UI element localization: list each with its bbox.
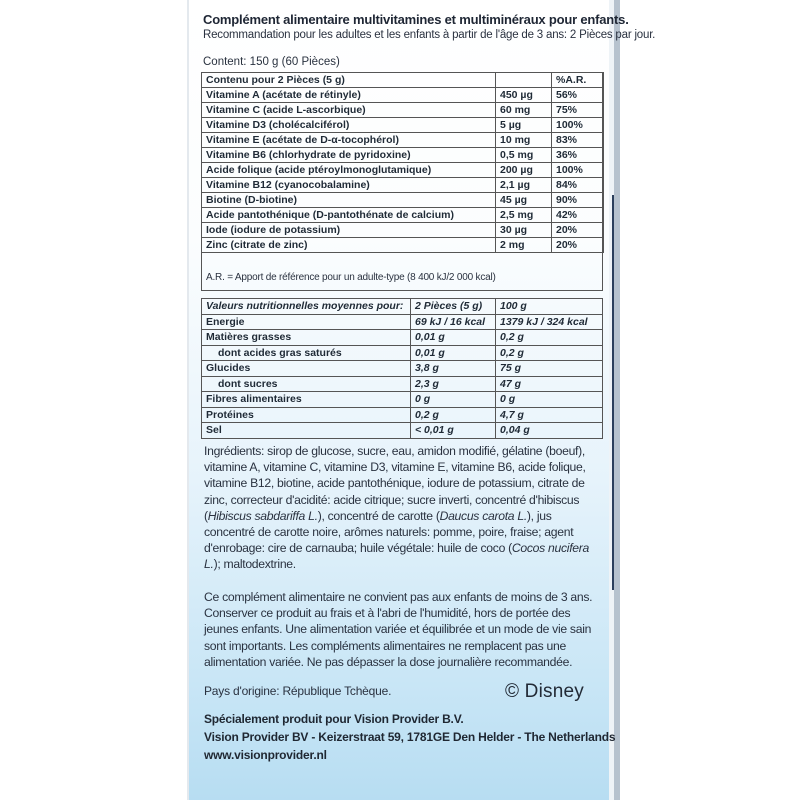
vitamin-amount: 200 µg	[496, 163, 552, 178]
nutrient-per100: 1379 kJ / 324 kcal	[496, 314, 603, 330]
nutrient-per100: 0,04 g	[496, 423, 603, 439]
nutrient-name: Fibres alimentaires	[202, 392, 411, 408]
table-row	[202, 314, 603, 330]
vitamin-name: Acide pantothénique (D-pantothénate de calcium)	[202, 208, 496, 223]
nutrient-per100: 0,2 g	[496, 345, 603, 361]
nutrient-name: Sel	[202, 423, 411, 439]
vitamin-name: Vitamine D3 (cholécalciférol)	[202, 118, 496, 133]
disney-copyright: © Disney	[505, 681, 584, 702]
ingredients-text-3: ), jus concentré de carotte noire, arômes naturels: pomme, poire, fraise; agent d'enrobage: cire de carnauba; huile végétale: huile de coco (	[204, 508, 574, 556]
vitamin-percent: 90%	[552, 193, 604, 208]
vitamin-percent: 75%	[552, 103, 604, 118]
table-row	[202, 330, 603, 346]
vitamin-percent: 36%	[552, 148, 604, 163]
coconut-latin-name: Cocos nucifera L.	[204, 541, 589, 572]
vitamin-name: Zinc (citrate de zinc)	[202, 238, 496, 253]
country-of-origin: Pays d'origine: République Tchèque.	[204, 684, 392, 698]
nutrition-header-per100: 100 g	[496, 299, 603, 315]
vitamin-header-label: Contenu pour 2 Pièces (5 g)	[202, 73, 496, 88]
nutrient-name: Energie	[202, 314, 411, 330]
nutrient-name: Glucides	[202, 361, 411, 377]
vitamin-amount: 2,5 mg	[496, 208, 552, 223]
vitamin-name: Vitamine A (acétate de rétinyle)	[202, 88, 496, 103]
vitamin-amount: 45 µg	[496, 193, 552, 208]
manufacturer-address: Vision Provider BV - Keizerstraat 59, 1781GE Den Helder - The Netherlands	[204, 730, 616, 744]
table-row	[202, 133, 604, 148]
table-row	[202, 103, 604, 118]
nutrient-per100: 0 g	[496, 392, 603, 408]
package-right-edge	[614, 0, 620, 800]
nutrient-name: Matières grasses	[202, 330, 411, 346]
table-row	[202, 423, 603, 439]
vitamin-amount: 60 mg	[496, 103, 552, 118]
table-row	[202, 88, 604, 103]
vitamin-name: Vitamine C (acide L-ascorbique)	[202, 103, 496, 118]
nutrient-serving: < 0,01 g	[411, 423, 496, 439]
product-title: Complément alimentaire multivitamines et multiminéraux pour enfants.	[203, 12, 629, 27]
vitamin-name: Vitamine B12 (cyanocobalamine)	[202, 178, 496, 193]
vitamin-percent: 20%	[552, 238, 604, 253]
nutrient-name: dont acides gras saturés	[202, 345, 411, 361]
vitamin-table-header	[202, 73, 604, 88]
nutrient-per100: 47 g	[496, 376, 603, 392]
panel-left-edge	[187, 0, 189, 800]
table-row	[202, 118, 604, 133]
vitamin-percent: 100%	[552, 163, 604, 178]
vitamin-name: Vitamine E (acétate de D-α-tocophérol)	[202, 133, 496, 148]
nutrition-table-header	[202, 299, 603, 315]
nutrition-header-serving: 2 Pièces (5 g)	[411, 299, 496, 315]
vitamin-name: Iode (iodure de potassium)	[202, 223, 496, 238]
vitamin-amount: 2 mg	[496, 238, 552, 253]
table-row	[202, 407, 603, 423]
vitamin-amount: 10 mg	[496, 133, 552, 148]
nutrient-serving: 0,01 g	[411, 330, 496, 346]
table-row	[202, 238, 604, 253]
nutrient-per100: 75 g	[496, 361, 603, 377]
table-row	[202, 208, 604, 223]
net-contents: Content: 150 g (60 Pièces)	[203, 56, 340, 68]
table-row	[202, 148, 604, 163]
nutrient-per100: 4,7 g	[496, 407, 603, 423]
table-row	[202, 345, 603, 361]
nutrition-header-label: Valeurs nutritionnelles moyennes pour:	[202, 299, 411, 315]
manufacturer-website: www.visionprovider.nl	[204, 748, 327, 762]
nutrient-serving: 2,3 g	[411, 376, 496, 392]
table-row	[202, 376, 603, 392]
nutrient-serving: 69 kJ / 16 kcal	[411, 314, 496, 330]
carrot-latin-name: Daucus carota L.	[439, 508, 527, 523]
manufacturer-line: Spécialement produit pour Vision Provider B.V.	[204, 712, 464, 726]
vitamin-amount: 5 µg	[496, 118, 552, 133]
vitamin-name: Vitamine B6 (chlorhydrate de pyridoxine)	[202, 148, 496, 163]
vitamin-percent: 42%	[552, 208, 604, 223]
ingredients-text-1: Ingrédients: sirop de glucose, sucre, eau, amidon modifié, gélatine (boeuf), vitamine A, vitamine C, vitamine D3, vitamine E, vitamine B6, acide folique, vitamine B12, biotine, acide pantothénique, iodure de potassium, citrate de zinc, correcteur d'acidité: acide citrique; sucre inverti, concentré d'hibiscus (	[204, 444, 586, 523]
reference-intake-note: A.R. = Apport de référence pour un adulte-type (8 400 kJ/2 000 kcal)	[206, 272, 496, 283]
vitamin-percent: 84%	[552, 178, 604, 193]
nutrient-serving: 0,01 g	[411, 345, 496, 361]
nutrient-serving: 0 g	[411, 392, 496, 408]
table-row	[202, 178, 604, 193]
vitamin-amount: 0,5 mg	[496, 148, 552, 163]
vitamin-name: Acide folique (acide ptéroylmonoglutamique)	[202, 163, 496, 178]
vitamin-percent: 83%	[552, 133, 604, 148]
vitamin-header-percent: %A.R.	[552, 73, 604, 88]
hibiscus-latin-name: Hibiscus sabdariffa L.	[207, 508, 318, 523]
warning-text: Ce complément alimentaire ne convient pas aux enfants de moins de 3 ans. Conserver ce produit au frais et à l'abri de l'humidité, hors de portée des jeunes enfants. Une alimentation variée et équilibrée et un mode de vie sain sont importants. Les compléments alimentaires ne remplacent pas une alimentation variée. Ne pas dépasser la dose journalière recommandée.	[204, 590, 593, 669]
nutrient-serving: 0,2 g	[411, 407, 496, 423]
nutrient-name: Protéines	[202, 407, 411, 423]
vitamin-table	[201, 72, 604, 253]
vitamin-name: Biotine (D-biotine)	[202, 193, 496, 208]
dosage-recommendation: Recommandation pour les adultes et les enfants à partir de l'âge de 3 ans: 2 Pièces par jour.	[203, 29, 656, 41]
nutrient-name: dont sucres	[202, 376, 411, 392]
vitamin-header-amount	[496, 73, 552, 88]
table-row	[202, 361, 603, 377]
table-row	[202, 163, 604, 178]
table-row	[202, 223, 604, 238]
vitamin-amount: 2,1 µg	[496, 178, 552, 193]
vitamin-percent: 100%	[552, 118, 604, 133]
nutrient-serving: 3,8 g	[411, 361, 496, 377]
vitamin-percent: 56%	[552, 88, 604, 103]
table-row	[202, 193, 604, 208]
nutrient-per100: 0,2 g	[496, 330, 603, 346]
vitamin-amount: 30 µg	[496, 223, 552, 238]
table-row	[202, 392, 603, 408]
ingredients-text-2: ), concentré de carotte (	[317, 508, 440, 523]
vitamin-percent: 20%	[552, 223, 604, 238]
vitamin-amount: 450 µg	[496, 88, 552, 103]
ingredients-text-4: ); maltodextrine.	[213, 557, 296, 572]
nutrition-table	[201, 298, 603, 439]
ingredients-list	[204, 443, 599, 573]
